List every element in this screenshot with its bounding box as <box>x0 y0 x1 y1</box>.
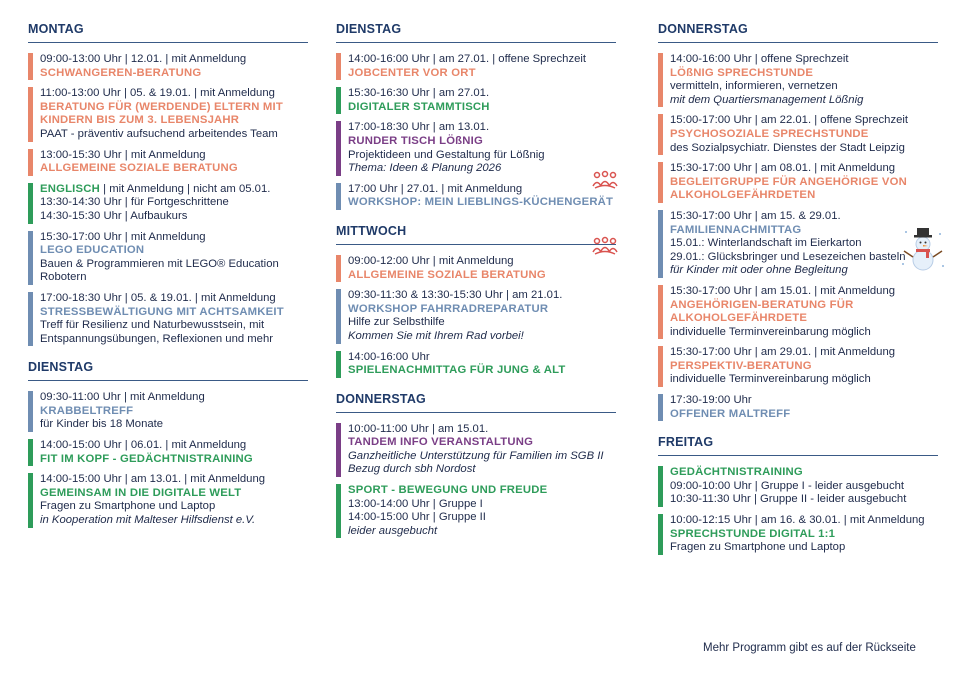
entry-title: ANGEHÖRIGEN-BERATUNG FÜR ALKOHOLGEFÄHRDETE <box>670 298 854 325</box>
entry-time: 13:00-15:30 Uhr | mit Anmeldung <box>40 148 206 161</box>
entry-title: GEDÄCHTNISTRAINING <box>670 466 803 479</box>
color-bar <box>28 439 33 466</box>
entry-detail: für Kinder bis 18 Monate <box>40 418 164 431</box>
color-bar <box>336 183 341 210</box>
entry-title: PSYCHOSOZIALE SPRECHSTUNDE <box>670 127 869 140</box>
entry-detail: Fragen zu Smartphone und Laptop <box>40 500 216 513</box>
entry-time: 14:00-16:00 Uhr | am 27.01. | offene Sprechzeit <box>348 53 587 65</box>
entry-detail: 15.01.: Winterlandschaft im Eierkarton <box>670 237 862 250</box>
program-entry <box>336 289 616 343</box>
entry-title: WORKSHOP: MEIN LIEBLINGS-KÜCHENGERÄT <box>348 196 614 209</box>
entry-title: ALLGEMEINE SOZIALE BERATUNG <box>348 268 546 281</box>
color-bar <box>658 346 663 387</box>
color-bar <box>658 53 663 107</box>
program-entry <box>658 394 938 421</box>
program-entry <box>28 391 308 432</box>
entry-detail: Fragen zu Smartphone und Laptop <box>670 541 846 554</box>
entry-time: 09:30-11:30 & 13:30-15:30 Uhr | am 21.01. <box>348 289 563 302</box>
entry-time: 10:00-12:15 Uhr | am 16. & 30.01. | mit Anmeldung <box>670 514 925 527</box>
color-bar <box>658 210 663 278</box>
entry-time: 09:00-12:00 Uhr | mit Anmeldung <box>348 254 514 267</box>
entry-note: leider ausgebucht <box>348 524 438 537</box>
entry-note: mit dem Quartiersmanagement Lößnig <box>670 93 864 106</box>
day-heading: MONTAG <box>28 22 308 43</box>
entry-time: 09:00-13:00 Uhr | 12.01. | mit Anmeldung <box>40 53 247 65</box>
day-heading: DIENSTAG <box>336 22 616 43</box>
entry-time: 14:00-15:00 Uhr | am 13.01. | mit Anmeldung <box>40 473 266 486</box>
day-section <box>336 224 616 378</box>
program-entry <box>28 292 308 346</box>
people-circle-icon <box>592 170 618 195</box>
color-bar <box>28 473 33 527</box>
program-entry <box>28 149 308 176</box>
entry-time: 17:00-18:30 Uhr | 05. & 19.01. | mit Anmeldung <box>40 291 276 304</box>
entry-title: DIGITALER STAMMTISCH <box>348 100 490 113</box>
program-entry <box>28 439 308 466</box>
entry-time: 11:00-13:00 Uhr | 05. & 19.01. | mit Anmeldung <box>40 87 275 100</box>
program-entry <box>336 423 616 477</box>
color-bar <box>28 292 33 346</box>
entry-time: 14:00-16:00 Uhr | offene Sprechzeit <box>670 53 849 65</box>
color-bar <box>336 484 341 538</box>
entry-title: BEGLEITGRUPPE FÜR ANGEHÖRIGE VON ALKOHOLGEFÄHRDETEN <box>670 175 907 202</box>
day-section <box>28 360 308 527</box>
color-bar <box>336 53 341 80</box>
entry-time: 15:30-16:30 Uhr | am 27.01. <box>348 87 490 100</box>
entry-title: OFFENER MALTREFF <box>670 407 791 420</box>
color-bar <box>28 231 33 285</box>
entry-time: 15:30-17:00 Uhr | am 15.01. | mit Anmeldung <box>670 284 896 297</box>
color-bar <box>28 183 33 224</box>
entry-detail: Hilfe zur Selbsthilfe <box>348 316 445 329</box>
entry-title: ALLGEMEINE SOZIALE BERATUNG <box>40 162 238 175</box>
entry-title: SPIELENACHMITTAG FÜR JUNG & ALT <box>348 364 566 377</box>
program-entry <box>658 210 938 278</box>
program-entry <box>658 346 938 387</box>
entry-title: JOBCENTER VOR ORT <box>348 66 476 79</box>
program-entry <box>658 53 938 107</box>
day-section <box>336 22 616 210</box>
entry-time: 14:00-16:00 Uhr <box>348 350 430 363</box>
color-bar <box>658 394 663 421</box>
program-entry <box>28 183 308 224</box>
color-bar <box>336 87 341 114</box>
entry-title: SPRECHSTUNDE DIGITAL 1:1 <box>670 527 836 540</box>
program-entry <box>658 514 938 555</box>
program-entry <box>336 351 616 378</box>
entry-time: 15:00-17:00 Uhr | am 22.01. | offene Sprechzeit <box>670 114 909 127</box>
entry-title: LÖßNIG SPRECHSTUNDE <box>670 66 814 79</box>
entry-title: FIT IM KOPF - GEDÄCHTNISTRAINING <box>40 452 253 465</box>
color-bar <box>336 423 341 477</box>
program-entry <box>658 162 938 203</box>
entry-detail: individuelle Terminvereinbarung möglich <box>670 325 871 338</box>
color-bar <box>336 121 341 175</box>
program-entry <box>658 114 938 155</box>
entry-detail: Bauen & Programmieren mit LEGO® Education Robotern <box>40 257 279 284</box>
column-right <box>658 22 938 562</box>
program-entry <box>336 121 616 175</box>
entry-title: BERATUNG FÜR (WERDENDE) ELTERN MIT KINDERN BIS ZUM 3. LEBENSJAHR <box>40 100 283 127</box>
color-bar <box>28 391 33 432</box>
footer-note: Mehr Programm gibt es auf der Rückseite <box>703 642 916 654</box>
entry-time: 10:00-11:00 Uhr | am 15.01. <box>348 422 489 435</box>
entry-detail: 10:30-11:30 Uhr | Gruppe II - leider ausgebucht <box>670 493 907 506</box>
entry-detail: vermitteln, informieren, vernetzen <box>670 80 838 93</box>
entry-detail: 14:30-15:30 Uhr | Aufbaukurs <box>40 209 188 222</box>
color-bar <box>336 255 341 282</box>
program-entry <box>28 231 308 285</box>
color-bar <box>336 351 341 378</box>
day-heading: MITTWOCH <box>336 224 616 245</box>
entry-note: Thema: Ideen & Planung 2026 <box>348 162 502 175</box>
column-middle <box>336 22 616 545</box>
color-bar <box>28 87 33 141</box>
day-section <box>658 435 938 555</box>
entry-detail: individuelle Terminvereinbarung möglich <box>670 373 871 386</box>
entry-detail: Projektideen und Gestaltung für Lößnig <box>348 148 545 161</box>
entry-detail: 14:00-15:00 Uhr | Gruppe II <box>348 511 486 524</box>
program-entry <box>336 255 616 282</box>
program-entry <box>28 473 308 527</box>
entry-title: WORKSHOP FAHRRADREPARATUR <box>348 302 549 315</box>
color-bar <box>336 289 341 343</box>
entry-time: 17:30-19:00 Uhr <box>670 394 752 407</box>
entry-title: FAMILIENNACHMITTAG <box>670 223 802 236</box>
day-heading: DIENSTAG <box>28 360 308 381</box>
entry-time: 17:00-18:30 Uhr | am 13.01. <box>348 121 490 134</box>
day-heading: DONNERSTAG <box>336 392 616 413</box>
color-bar <box>658 114 663 155</box>
entry-title: LEGO EDUCATION <box>40 244 145 257</box>
entry-time: 17:00 Uhr | 27.01. | mit Anmeldung <box>348 182 523 195</box>
program-entry <box>336 484 616 538</box>
people-circle-icon <box>592 236 618 261</box>
entry-note: Kommen Sie mit Ihrem Rad vorbei! <box>348 329 524 342</box>
entry-title: PERSPEKTIV-BERATUNG <box>670 359 812 372</box>
entry-note: Ganzheitliche Unterstützung für Familien im SGB II Bezug durch sbh Nordost <box>348 449 604 476</box>
color-bar <box>28 53 33 80</box>
color-bar <box>658 162 663 203</box>
day-section <box>28 22 308 346</box>
column-left <box>28 22 308 535</box>
entry-detail: Treff für Resilienz und Naturbewusstsein, mit Entspannungsübungen, Reflexionen und mehr <box>40 319 274 345</box>
program-entry <box>28 53 308 80</box>
entry-title: GEMEINSAM IN DIE DIGITALE WELT <box>40 486 242 499</box>
entry-title: KRABBELTREFF <box>40 404 134 417</box>
color-bar <box>28 149 33 176</box>
program-entry <box>336 53 616 80</box>
entry-detail: des Sozialpsychiatr. Dienstes der Stadt Leipzig <box>670 141 905 154</box>
entry-time: 15:30-17:00 Uhr | mit Anmeldung <box>40 230 206 243</box>
day-section <box>658 22 938 421</box>
color-bar <box>658 466 663 507</box>
snowman-icon <box>900 224 946 277</box>
entry-title: RUNDER TISCH LÖßNIG <box>348 134 483 147</box>
entry-time: 15:30-17:00 Uhr | am 08.01. | mit Anmeldung <box>670 162 896 175</box>
day-heading: FREITAG <box>658 435 938 456</box>
entry-time: 15:30-17:00 Uhr | am 29.01. | mit Anmeldung <box>670 346 896 359</box>
color-bar <box>658 285 663 339</box>
program-entry <box>336 183 616 210</box>
entry-title: SPORT - BEWEGUNG UND FREUDE <box>348 484 548 497</box>
entry-title: STRESSBEWÄLTIGUNG MIT ACHTSAMKEIT <box>40 305 284 318</box>
program-entry <box>336 87 616 114</box>
entry-inline-info: | mit Anmeldung | nicht am 05.01. <box>99 182 271 195</box>
entry-title: ENGLISCH <box>40 182 100 195</box>
entry-detail: 29.01.: Glücksbringer und Lesezeichen basteln <box>670 250 906 263</box>
day-heading: DONNERSTAG <box>658 22 938 43</box>
entry-note: in Kooperation mit Malteser Hilfsdienst e.V. <box>40 514 256 527</box>
entry-time: 15:30-17:00 Uhr | am 15. & 29.01. <box>670 209 841 222</box>
program-entry <box>658 285 938 339</box>
entry-detail: 13:00-14:00 Uhr | Gruppe I <box>348 497 483 510</box>
day-section <box>336 392 616 539</box>
entry-time: 09:30-11:00 Uhr | mit Anmeldung <box>40 391 205 404</box>
entry-detail: 13:30-14:30 Uhr | für Fortgeschrittene <box>40 196 229 209</box>
color-bar <box>658 514 663 555</box>
entry-note: für Kinder mit oder ohne Begleitung <box>670 264 848 277</box>
program-entry <box>658 466 938 507</box>
entry-title: SCHWANGEREN-BERATUNG <box>40 66 202 79</box>
entry-detail: 09:00-10:00 Uhr | Gruppe I - leider ausgebucht <box>670 479 905 492</box>
entry-detail: PAAT - präventiv aufsuchend arbeitendes Team <box>40 127 278 140</box>
program-entry <box>28 87 308 141</box>
entry-title: TANDEM INFO VERANSTALTUNG <box>348 436 534 449</box>
entry-time: 14:00-15:00 Uhr | 06.01. | mit Anmeldung <box>40 439 247 452</box>
